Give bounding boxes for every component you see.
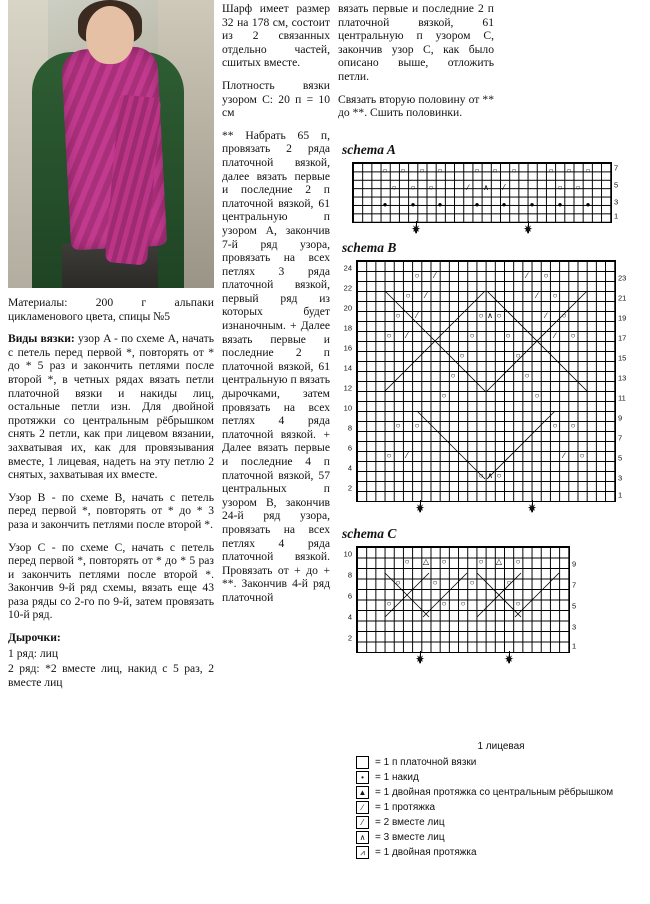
repeat-star: ✷ bbox=[414, 652, 426, 666]
cell-symbol: ○ bbox=[386, 599, 392, 608]
cell-symbol: ○ bbox=[386, 331, 392, 340]
repeat-star: ✷ bbox=[522, 222, 534, 236]
legend-swatch-knit bbox=[356, 756, 369, 769]
legend-item bbox=[356, 771, 646, 784]
cell-symbol: ○ bbox=[441, 557, 447, 566]
cell-symbol: ○ bbox=[524, 371, 530, 380]
cell-symbol: ○ bbox=[496, 311, 502, 320]
cell-symbol: ● bbox=[529, 200, 535, 209]
cell-symbol: ○ bbox=[414, 421, 420, 430]
legend-item-label: = 3 вместе лиц bbox=[375, 832, 445, 843]
legend bbox=[356, 740, 646, 861]
cell-symbol: ○ bbox=[382, 166, 388, 175]
photo-face bbox=[86, 6, 134, 64]
cell-symbol: ○ bbox=[552, 291, 558, 300]
schema-area bbox=[338, 142, 644, 676]
schema-b-diagonals bbox=[357, 261, 615, 501]
materials-text: Материалы: 200 г альпаки цикламенового цвета, спицы №5 bbox=[8, 296, 214, 323]
cell-symbol: ⁄ bbox=[425, 291, 427, 300]
schema-c-grid-wrap: ○ △ ○ ○ △ ○ ○ ○ ○ ○ ○ ○ ○ ○ 10 8 6 4 2 9 7 5 3 1 ✷ ✷ bbox=[338, 546, 644, 672]
pattern-c-text: Узор C - по схеме C, начать с петель перед первой *, повторять от * до * 5 раз и закончить петлями после второй *. Закончив 9-й ряд схемы, вязать еще 43 раза ряды со 2-го по 9-й, затем провязать 10-й ряд. bbox=[8, 540, 214, 622]
cell-symbol: ○ bbox=[515, 599, 521, 608]
cell-symbol: ○ bbox=[437, 166, 443, 175]
schema-a-title: schema A bbox=[342, 142, 396, 157]
pattern-b-text: Узор B - по схеме B, начать с петель перед первой *, повторять от * до * 3 раза и закончить петлями после второй *. bbox=[8, 490, 214, 531]
instructions-text: ** Набрать 65 п, провязать 2 ряда платочной вязкой, далее вязать первые и последние 2 п платочной вязкой, 61 центральную п узором A, закончив 7-й ряд узора, провязать на всех петлях 3 ряда платочной вязкой, первый ряд из которых будет изнаночным. + Далее вязать первые и последние 2 п платочной вязкой, 61 центральную п вязать дырочками, затем провязать на всех петлях 4 ряда платочной вязкой. + Далее вязать первые и последние 4 п платочной вязкой, 57 центральных п узором B, закончив 24-й ряд узора, провязать на всех петлях 4 ряда платочной вязкой. Провязать от + до + **. Закончив 4-й ряд платочной bbox=[222, 128, 330, 604]
instructions-continued-text: вязать первые и последние 2 п платочной вязкой, 61 центральную п узором C, закончив узор C, как было описано выше, отложить петли. bbox=[338, 2, 494, 83]
repeat-star: ✷ bbox=[410, 222, 422, 236]
cell-symbol: ○ bbox=[570, 331, 576, 340]
cell-symbol: △ bbox=[495, 557, 503, 566]
cell-symbol: ○ bbox=[511, 166, 517, 175]
legend-item bbox=[356, 831, 646, 844]
schema-b bbox=[338, 240, 644, 522]
legend-glyph: ▲ bbox=[358, 787, 367, 797]
cell-symbol: ○ bbox=[469, 578, 475, 587]
cell-symbol: ○ bbox=[478, 311, 484, 320]
cell-symbol: ○ bbox=[557, 183, 563, 192]
legend-item bbox=[356, 801, 646, 814]
schema-c-title: schema C bbox=[342, 526, 397, 541]
cell-symbol: ● bbox=[410, 200, 416, 209]
legend-title: 1 лицевая bbox=[477, 741, 525, 752]
second-half-text: Связать вторую половину от ** до **. Сшить половинки. bbox=[338, 92, 494, 120]
cell-symbol: △ bbox=[422, 557, 430, 566]
legend-item bbox=[356, 816, 646, 829]
cell-symbol: ○ bbox=[410, 183, 416, 192]
middle-column bbox=[222, 2, 330, 614]
cell-symbol: ○ bbox=[419, 166, 425, 175]
cell-symbol: ○ bbox=[400, 166, 406, 175]
legend-swatch-k3tog bbox=[356, 831, 369, 844]
cell-symbol: ⁄ bbox=[406, 451, 408, 460]
right-column bbox=[338, 2, 494, 129]
cell-symbol: ⁄ bbox=[503, 183, 505, 192]
cell-symbol: ∧ bbox=[483, 183, 489, 192]
cell-symbol: ○ bbox=[478, 557, 484, 566]
legend-glyph: ⁄ bbox=[361, 817, 364, 827]
legend-item-label: = 1 двойная протяжка со центральным рёбрышком bbox=[375, 787, 614, 798]
patterns-paragraph bbox=[8, 332, 214, 482]
legend-glyph: • bbox=[361, 772, 364, 782]
holes-row-2: 2 ряд: *2 вместе лиц, накид с 5 раз, 2 вместе лиц bbox=[8, 662, 214, 689]
legend-swatch-double-decrease bbox=[356, 846, 369, 859]
cell-symbol: ∕ bbox=[467, 183, 469, 192]
legend-glyph: ∕ bbox=[361, 802, 364, 812]
patterns-heading: Виды вязки: bbox=[8, 332, 75, 346]
cell-symbol: ○ bbox=[506, 578, 512, 587]
pattern-a-text: узор A - по схеме A, начать с петель перед первой *, повторять от * до * 5 раз и закончить петлями после второй *, в четных рядах вязать петли платочной вязки и накиды лиц, остальные петли изн. Для двойной протяжки со центральным рёбрышком снять 2 петли, как при лицевом вязании, захватывая их, как для провязывания вместе, 1 лицевая, надеть на эту петлю 2 снятых, захватывая их вместе. bbox=[8, 332, 214, 482]
cell-symbol: ○ bbox=[386, 451, 392, 460]
cell-symbol: ○ bbox=[391, 183, 397, 192]
cell-symbol: ⁄ bbox=[434, 271, 436, 280]
schema-c-row-labels-left: 10 8 6 4 2 bbox=[343, 549, 352, 643]
cell-symbol: ○ bbox=[459, 351, 465, 360]
schema-a bbox=[338, 142, 644, 236]
legend-item bbox=[356, 756, 646, 769]
legend-glyph: ⩘ bbox=[360, 847, 365, 857]
cell-symbol: ○ bbox=[414, 271, 420, 280]
legend-swatch-double-decrease-centered bbox=[356, 786, 369, 799]
left-column-text bbox=[8, 296, 214, 689]
cell-symbol: ● bbox=[501, 200, 507, 209]
legend-item bbox=[356, 786, 646, 799]
schema-b-grid bbox=[356, 260, 616, 502]
schema-b-row-labels-left: 24 22 20 18 16 14 12 10 8 6 4 2 bbox=[343, 263, 352, 493]
cell-symbol: ○ bbox=[432, 578, 438, 587]
cell-symbol: ● bbox=[382, 200, 388, 209]
legend-item-label: = 1 п платочной вязки bbox=[375, 757, 477, 768]
cell-symbol: ○ bbox=[404, 557, 410, 566]
cell-symbol: ⁄ bbox=[416, 311, 418, 320]
cell-symbol: ○ bbox=[515, 557, 521, 566]
cell-symbol: ○ bbox=[428, 183, 434, 192]
cell-symbol: ○ bbox=[441, 599, 447, 608]
gauge-text: Плотность вязки узором C: 20 п = 10 см bbox=[222, 78, 330, 120]
cell-symbol: ○ bbox=[575, 183, 581, 192]
repeat-star: ✷ bbox=[526, 501, 538, 515]
legend-item-label: = 2 вместе лиц bbox=[375, 817, 445, 828]
schema-a-grid-wrap: ○ ○ ○ ○ ○ ○ ○ ○ ○ ○ ○ ○ ○ ∕ ∧ ⁄ ○ ○ ● ● ● ● ● ● ● ● 7 5 3 1 ✷ ✷ bbox=[338, 162, 644, 236]
schema-b-title: schema B bbox=[342, 240, 397, 255]
cell-symbol: ● bbox=[474, 200, 480, 209]
cell-symbol: ∧ bbox=[487, 471, 493, 480]
cell-symbol: ○ bbox=[469, 331, 475, 340]
cell-symbol: ○ bbox=[395, 578, 401, 587]
repeat-star: ✷ bbox=[414, 501, 426, 515]
cell-symbol: ○ bbox=[478, 471, 484, 480]
cell-symbol: ○ bbox=[496, 471, 502, 480]
cell-symbol: ○ bbox=[534, 391, 540, 400]
cell-symbol: ∕ bbox=[554, 331, 556, 340]
holes-row-1: 1 ряд: лиц bbox=[8, 646, 59, 660]
schema-c-grid bbox=[356, 546, 570, 653]
cell-symbol: ○ bbox=[561, 311, 567, 320]
model-photo bbox=[8, 0, 214, 288]
schema-c bbox=[338, 526, 644, 672]
left-column bbox=[8, 0, 214, 698]
cell-symbol: ○ bbox=[460, 599, 466, 608]
cell-symbol: ⁄ bbox=[406, 331, 408, 340]
cell-symbol: ○ bbox=[570, 421, 576, 430]
cell-symbol: ∕ bbox=[563, 451, 565, 460]
size-text: Шарф имеет размер 32 на 178 см, состоит из 2 связанных отдельно частей, сшитых вместе. bbox=[222, 2, 330, 70]
cell-symbol: ∧ bbox=[487, 311, 493, 320]
cell-symbol: ● bbox=[437, 200, 443, 209]
legend-item bbox=[356, 846, 646, 859]
schema-b-grid-wrap: ○ ⁄ ∕ ○ ○ ⁄ ∕ ○ ○ ⁄ ○ ∧ ○ ∕ ○ ○ ⁄ ○ ○ ∕ ○ ○ ○ ○ ○ ○ ○ ○ ○ ○ ○ ○ ⁄ ∕ ○ ○ ∧ ○ 24 22 20 18 16 14 12 10 8 6 4 2 23 21 19 17 15 13 11 9 7 5 3 1 ✷ ✷ bbox=[338, 260, 644, 522]
cell-symbol: ○ bbox=[543, 271, 549, 280]
cell-symbol: ○ bbox=[548, 166, 554, 175]
legend-glyph: ∧ bbox=[359, 832, 366, 842]
cell-symbol: ○ bbox=[505, 331, 511, 340]
cell-symbol: ○ bbox=[450, 371, 456, 380]
legend-item-label: = 1 двойная протяжка bbox=[375, 847, 477, 858]
legend-swatch-k2tog bbox=[356, 816, 369, 829]
cell-symbol: ○ bbox=[579, 451, 585, 460]
cell-symbol: ○ bbox=[552, 421, 558, 430]
schema-a-grid bbox=[352, 162, 612, 223]
cell-symbol: ∕ bbox=[545, 311, 547, 320]
cell-symbol: ○ bbox=[515, 351, 521, 360]
cell-symbol: ○ bbox=[405, 291, 411, 300]
cell-symbol: ∕ bbox=[536, 291, 538, 300]
legend-swatch-yarnover bbox=[356, 771, 369, 784]
legend-swatch-ssk bbox=[356, 801, 369, 814]
cell-symbol: ○ bbox=[585, 166, 591, 175]
cell-symbol: ○ bbox=[395, 311, 401, 320]
legend-item-label: = 1 протяжка bbox=[375, 802, 436, 813]
repeat-star: ✷ bbox=[503, 652, 515, 666]
cell-symbol: ○ bbox=[474, 166, 480, 175]
cell-symbol: ○ bbox=[566, 166, 572, 175]
cell-symbol: ∕ bbox=[526, 271, 528, 280]
cell-symbol: ● bbox=[557, 200, 563, 209]
legend-item-label: = 1 накид bbox=[375, 772, 419, 783]
cell-symbol: ○ bbox=[441, 391, 447, 400]
holes-heading: Дырочки: bbox=[8, 631, 61, 645]
cell-symbol: ● bbox=[585, 200, 591, 209]
cell-symbol: ○ bbox=[395, 421, 401, 430]
cell-symbol: ○ bbox=[492, 166, 498, 175]
